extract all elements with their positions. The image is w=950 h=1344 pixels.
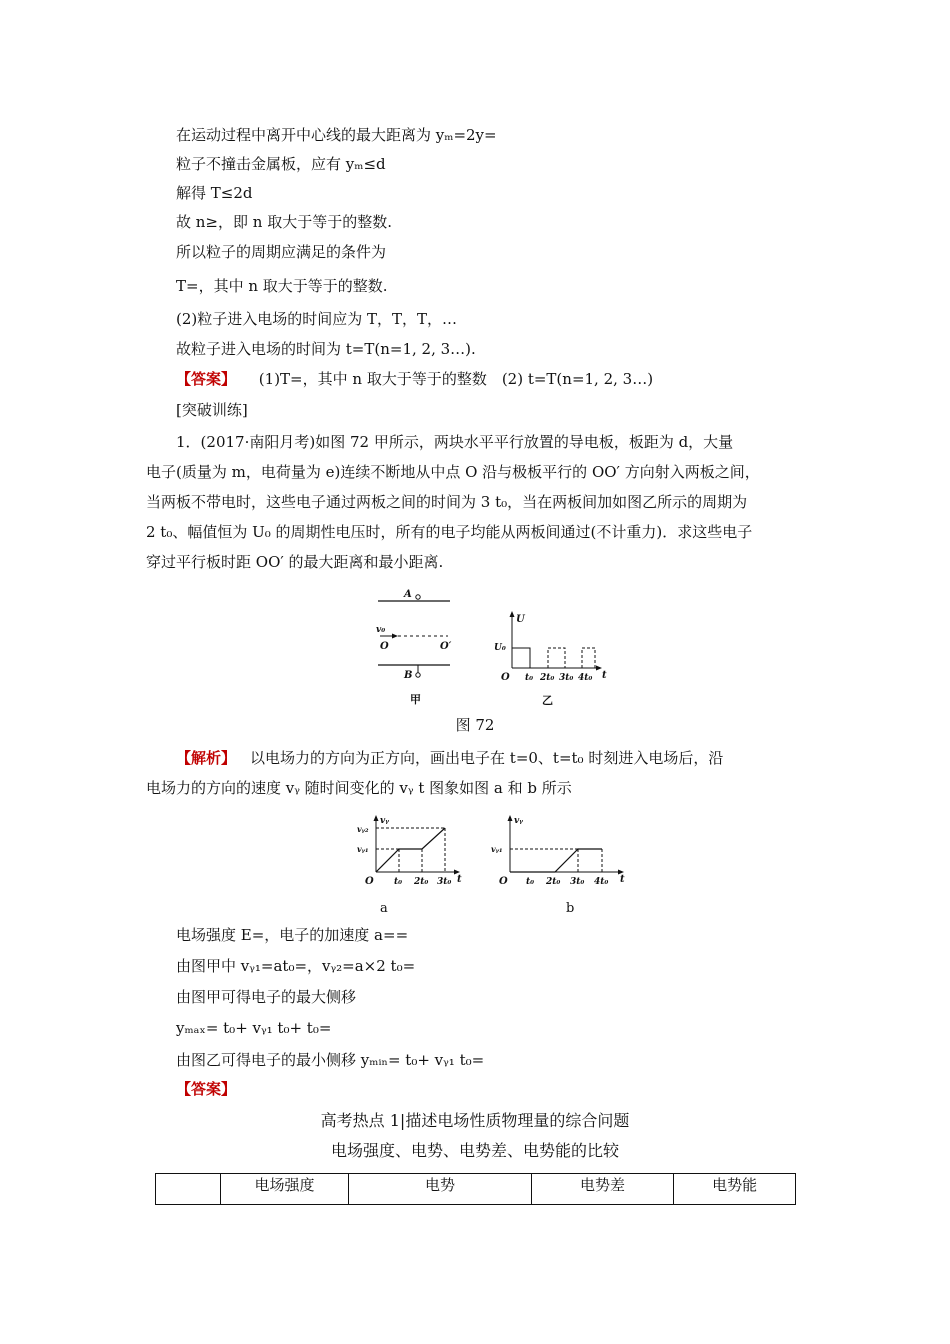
velocity-graph-a	[356, 812, 466, 917]
text-line: 解得 T≤2d	[176, 184, 253, 202]
tick-label: 3t₀	[559, 673, 574, 683]
text-line: 由图甲中 vᵧ₁=at₀=，vᵧ₂=a×2 t₀=	[176, 957, 416, 975]
tick-label: t₀	[525, 673, 534, 683]
text-line: 在运动过程中离开中心线的最大距离为 yₘ=2y=	[176, 126, 497, 144]
text-line: 故粒子进入电场的时间为 t=T(n=1, 2, 3…).	[176, 340, 476, 358]
answer-text: (1)T=，其中 n 取大于等于的整数 (2) t=T(n=1, 2, 3…)	[258, 370, 654, 388]
figure-jia	[368, 585, 463, 710]
question-paragraph	[146, 427, 816, 577]
tick-label: 2t₀	[414, 877, 429, 887]
table-header-cell: 电场强度	[220, 1174, 349, 1205]
figure-yi-caption: 乙	[542, 694, 553, 707]
velocity-label: v₀	[376, 625, 386, 635]
question-row: 电子(质量为 m，电荷量为 e)连续不断地从中点 O 沿与极板平行的 OO′ 方向射入两板之间，	[146, 463, 760, 481]
origin-label: O	[365, 876, 374, 887]
tick-label: 3t₀	[570, 877, 585, 887]
tick-label: t₀	[526, 877, 535, 887]
table-header-cell: 电势	[349, 1174, 531, 1205]
voltage-graph	[492, 608, 612, 708]
plate-b-label: B	[404, 670, 413, 681]
origin-label: O	[501, 672, 510, 683]
table-header-cell: 电势差	[531, 1174, 674, 1205]
text-line: 故 n≥，即 n 取大于等于的整数.	[176, 213, 392, 231]
text-line: 电场强度 E=，电子的加速度 a==	[176, 926, 409, 944]
figure-caption: 图 72	[455, 716, 495, 734]
y-axis-label: vᵧ	[380, 816, 389, 826]
figure-yi	[492, 608, 612, 708]
tick-label: t₀	[394, 877, 403, 887]
table-header-cell	[156, 1174, 221, 1205]
analysis-row	[146, 743, 816, 773]
y-axis-label: U	[516, 614, 525, 625]
analysis-row: 电场力的方向的速度 vᵧ 随时间变化的 vᵧ t 图象如图 a 和 b 所示	[146, 779, 572, 797]
analysis-tag: 【解析】	[176, 749, 237, 767]
level-label: U₀	[494, 643, 506, 653]
text-line: (2)粒子进入电场的时间应为 T，T，T，…	[176, 310, 458, 328]
text-line: 由图乙可得电子的最小侧移 yₘᵢₙ= t₀+ vᵧ₁ t₀=	[176, 1051, 485, 1069]
tick-label: 4t₀	[578, 673, 593, 683]
section-heading: 高考热点 1|描述电场性质物理量的综合问题	[320, 1111, 630, 1130]
y-axis-label: vᵧ	[514, 816, 523, 826]
answer-tag: 【答案】	[176, 1080, 237, 1098]
question-row: 2 t₀、幅值恒为 U₀ 的周期性电压时，所有的电子均能从两板间通过(不计重力)．求这些电子	[146, 523, 753, 541]
answer-tag: 【答案】	[176, 370, 237, 388]
figure-jia-caption: 甲	[410, 693, 421, 706]
text-line: 粒子不撞击金属板，应有 yₘ≤d	[176, 155, 386, 173]
tick-label: 2t₀	[540, 673, 555, 683]
training-heading: [突破训练]	[176, 401, 248, 419]
x-axis-label: t	[457, 874, 462, 885]
text-line: 所以粒子的周期应满足的条件为	[176, 243, 387, 261]
x-axis-label: t	[620, 874, 625, 885]
point-o-prime-label: O′	[440, 641, 452, 652]
answer-line	[176, 369, 653, 389]
text-line: yₘₐₓ= t₀+ vᵧ₁ t₀+ t₀=	[176, 1019, 332, 1037]
text-line: T=，其中 n 取大于等于的整数.	[176, 277, 388, 295]
figure-b	[490, 812, 630, 917]
figure-b-caption: b	[566, 901, 575, 916]
level-label: vᵧ₁	[357, 844, 369, 854]
question-row: 当两板不带电时，这些电子通过两板之间的时间为 3 t₀，当在两板间加如图乙所示的周期为	[146, 493, 748, 511]
level-label: vᵧ₁	[491, 844, 503, 854]
x-axis-label: t	[602, 670, 607, 681]
tick-label: 2t₀	[546, 877, 561, 887]
velocity-graph-b	[490, 812, 630, 917]
table-header-row	[156, 1174, 796, 1205]
origin-o-label: O	[380, 641, 389, 652]
question-row: 穿过平行板时距 OO′ 的最大距离和最小距离.	[146, 553, 444, 571]
analysis-paragraph	[146, 743, 816, 803]
origin-label: O	[499, 876, 508, 887]
capacitor-diagram	[368, 585, 463, 710]
text-line: 由图甲可得电子的最大侧移	[176, 988, 357, 1006]
figure-a-caption: a	[380, 901, 388, 916]
tick-label: 3t₀	[437, 877, 452, 887]
figure-a	[356, 812, 466, 917]
level-label: vᵧ₂	[357, 824, 369, 834]
question-row: 1．(2017·南阳月考)如图 72 甲所示，两块水平平行放置的导电板，板距为 d，大量	[176, 433, 734, 451]
analysis-text: 以电场力的方向为正方向，画出电子在 t=0、t=t₀ 时刻进入电场后，沿	[250, 749, 724, 767]
plate-a-label: A	[404, 589, 412, 600]
comparison-table	[155, 1173, 796, 1205]
table-title: 电场强度、电势、电势差、电势能的比较	[330, 1141, 619, 1160]
tick-label: 4t₀	[594, 877, 609, 887]
table-header-cell: 电势能	[674, 1174, 796, 1205]
